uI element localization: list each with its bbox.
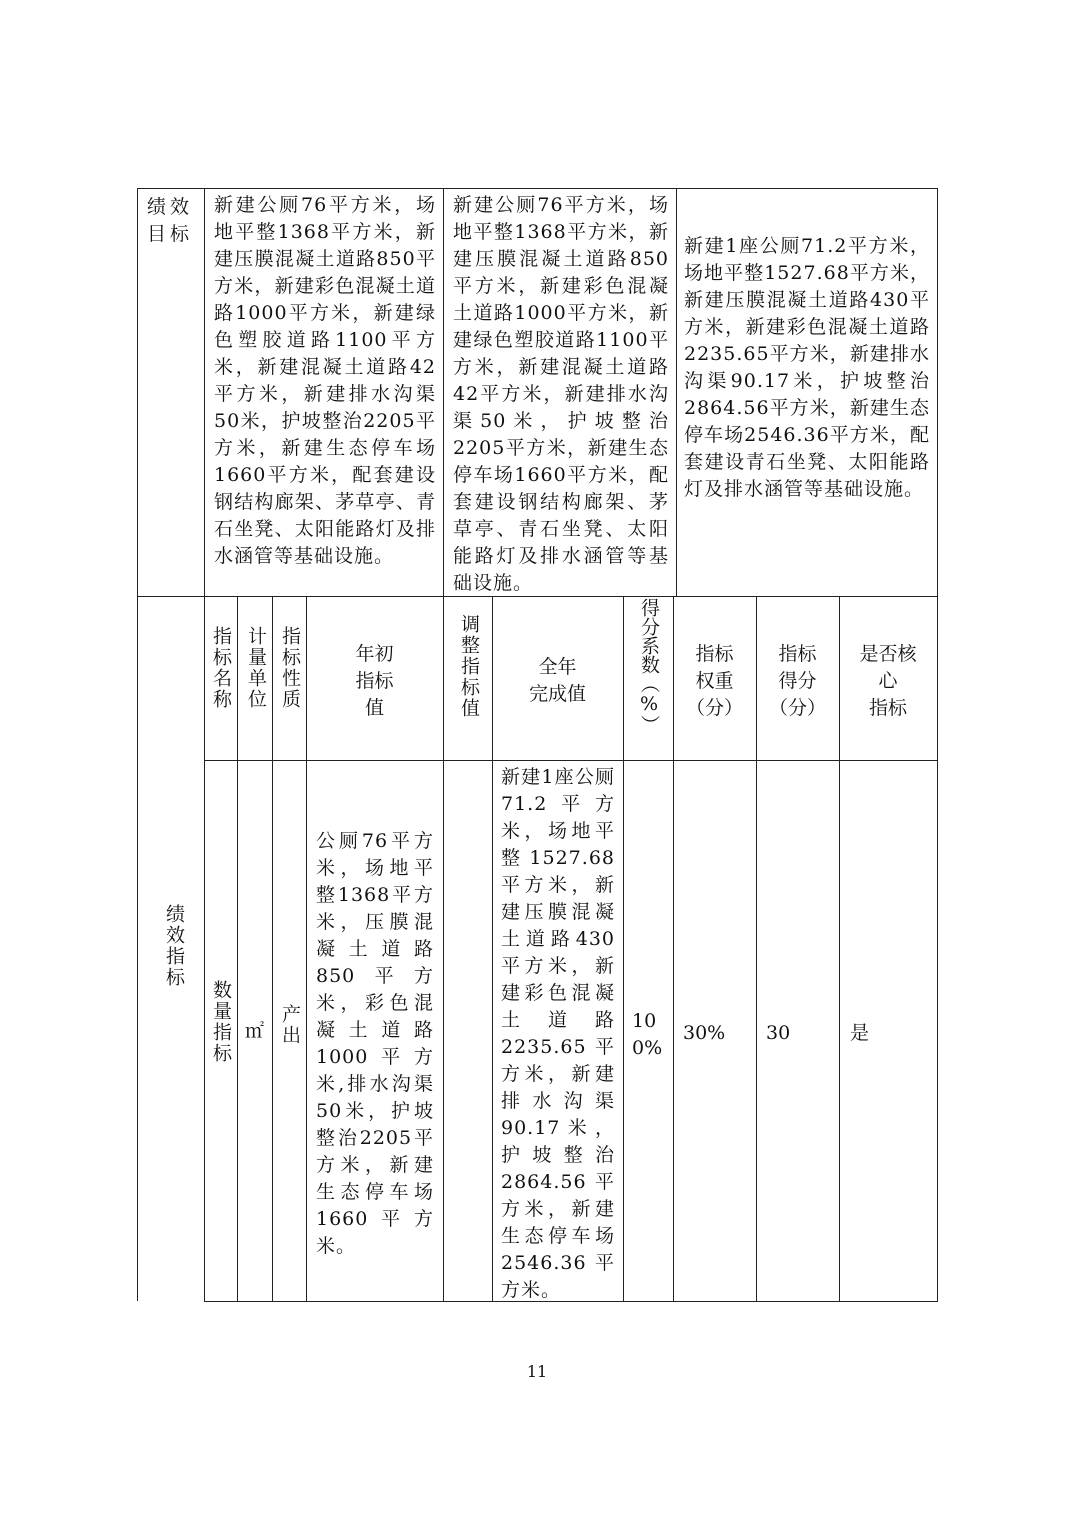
row-coefficient: 100% — [632, 1010, 663, 1059]
goal-label: 绩效目标 — [147, 196, 194, 245]
header-initial-value: 年初 指标 值 — [355, 643, 394, 719]
row-completion-value: 新建1座公厕71.2平方米，场地平整1527.68平方米，新建压膜混凝土道路430平方米，新建彩色混凝土道路2235.65平方米，新建排水沟渠90.17米，护坡整治2864.56平方米，新建生态停车场2546.36平方米。 — [501, 766, 615, 1301]
header-indicator-name: 指标名称 — [210, 626, 232, 710]
header-weight: 指标 权重 （分） — [685, 643, 743, 719]
row-nature: 产出 — [279, 1004, 301, 1046]
header-core: 是否核 心 指标 — [859, 643, 917, 719]
row-weight: 30% — [683, 1022, 726, 1044]
actual-completion-text: 新建1座公厕71.2平方米，场地平整1527.68平方米，新建压膜混凝土道路430平方米，新建彩色混凝土道路2235.65平方米，新建排水沟渠90.17米，护坡整治2864.56平方米，新建生态停车场2546.36平方米，配套建设青石坐凳、太阳能路灯及排水涵管等基础设施。 — [684, 235, 930, 500]
indicator-section-label: 绩效指标 — [163, 904, 185, 988]
page-number: 11 — [526, 1362, 548, 1381]
adjusted-goal-text: 新建公厕76平方米，场地平整1368平方米，新建压膜混凝土道路850平方米，新建彩色混凝土道路1000平方米，新建绿色塑胶道路1100平方米，新建混凝土道路42平方米，新建排水沟渠50米，护坡整治2205平方米，新建生态停车场1660平方米，配套建设钢结构廊架、茅草亭、青石坐凳、太阳能路灯及排水涵管等基础设施。 — [453, 194, 669, 594]
header-nature: 指标性质 — [279, 626, 301, 710]
row-core: 是 — [850, 1022, 870, 1044]
annual-goal-text: 新建公厕76平方米，场地平整1368平方米，新建压膜混凝土道路850平方米，新建彩色混凝土道路1000平方米，新建绿色塑胶道路1100平方米，新建混凝土道路42平方米，新建排水沟渠50米，护坡整治2205平方米，新建生态停车场1660平方米，配套建设钢结构廊架、茅草亭、青石坐凳、太阳能路灯及排水涵管等基础设施。 — [214, 194, 436, 567]
row-indicator-name: 数量指标 — [210, 980, 232, 1064]
row-unit: ㎡ — [244, 1020, 264, 1042]
header-score: 指标 得分 （分） — [768, 643, 826, 719]
header-completion-value: 全年 完成值 — [528, 656, 586, 705]
header-coefficient: 得分系数（%） — [638, 598, 660, 734]
row-initial-value: 公厕76平方米，场地平整1368平方米，压膜混凝土道路850平方米，彩色混凝土道路1000平方米,排水沟渠50米，护坡整治2205平方米，新建生态停车场1660平方米。 — [316, 830, 434, 1257]
header-adjusted-value: 调整指标值 — [458, 614, 480, 719]
header-unit: 计量单位 — [245, 626, 267, 710]
row-score: 30 — [766, 1022, 791, 1044]
